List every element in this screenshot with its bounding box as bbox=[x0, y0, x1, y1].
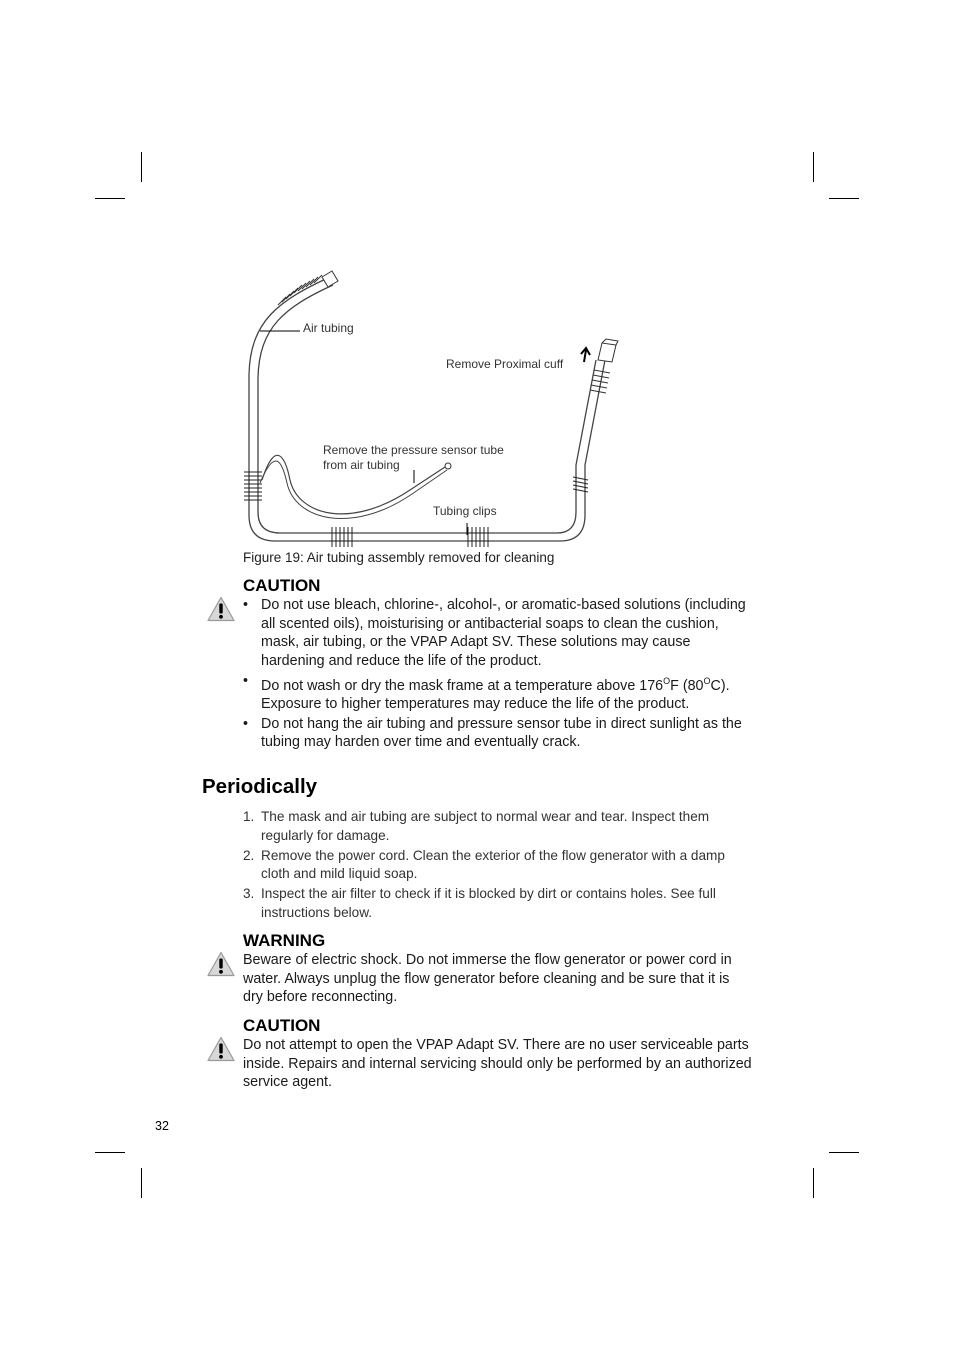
caution-text: Do not attempt to open the VPAP Adapt SV. There are no user serviceable parts inside. Repairs and internal servicing should only be performed by an authorized service agent. bbox=[243, 1037, 752, 1090]
caution-title: CAUTION bbox=[243, 576, 321, 595]
list-item bbox=[243, 847, 753, 884]
warning-triangle-icon bbox=[207, 596, 235, 622]
caution-temp-text-end: C). Exposure to higher temperatures may reduce the life of the product. bbox=[261, 677, 730, 712]
proximal-cuff-label: Remove Proximal cuff bbox=[446, 357, 564, 371]
warning-notice bbox=[243, 931, 753, 1007]
list-item: • Do not hang the air tubing and pressure sensor tube in direct sunlight as the tubing may harden over time and eventually crack. bbox=[243, 715, 742, 751]
pressure-sensor-label-line2: from air tubing bbox=[323, 458, 400, 472]
superscript-o: O bbox=[703, 675, 711, 686]
warning-text: Beware of electric shock. Do not immerse the flow generator or power cord in water. Always unplug the flow generator before cleaning and be sure that it is dry before reconnecting. bbox=[243, 952, 732, 1005]
caution-item-text: Do not use bleach, chlorine-, alcohol-, or aromatic-based solutions (including all scented oils), moisturising or antibacterial soaps to clean the cushion, mask, air tubing, or the VPAP Adapt SV. These solutions may cause hardening and reduce the life of the product. bbox=[261, 597, 746, 669]
superscript-o: O bbox=[663, 675, 671, 686]
crop-mark-top-left-v bbox=[141, 152, 142, 182]
caution-title: CAUTION bbox=[243, 1016, 321, 1035]
caution-temp-text-mid: F (80 bbox=[670, 677, 704, 694]
crop-mark-bottom-left-h bbox=[95, 1152, 125, 1153]
crop-mark-top-right-v bbox=[813, 152, 814, 182]
crop-mark-bottom-right-h bbox=[829, 1152, 859, 1153]
step-text: Remove the power cord. Clean the exterior of the flow generator with a damp cloth and mild liquid soap. bbox=[261, 847, 725, 881]
air-tubing-label: Air tubing bbox=[303, 321, 354, 335]
list-item bbox=[243, 885, 753, 922]
warning-title: WARNING bbox=[243, 931, 326, 950]
caution-item-text: Do not hang the air tubing and pressure sensor tube in direct sunlight as the tubing may harden over time and eventually crack. bbox=[261, 715, 742, 751]
tubing-clips-label: Tubing clips bbox=[433, 504, 497, 518]
crop-mark-bottom-right-v bbox=[813, 1168, 814, 1198]
periodic-steps-list bbox=[243, 808, 753, 924]
warning-triangle-icon bbox=[207, 1036, 235, 1062]
step-number: 1. bbox=[243, 809, 255, 824]
air-tubing-figure bbox=[240, 265, 640, 550]
step-text: Inspect the air filter to check if it is blocked by dirt or contains holes. See full instructions below. bbox=[261, 886, 716, 920]
caution-list bbox=[243, 596, 753, 752]
list-item: • Do not wash or dry the mask frame at a temperature above $176^OF$ $(80^OC)$. Exposure to higher temperatures may reduce the life of the product. bbox=[243, 672, 730, 712]
caution-temp-text-start: Do not wash or dry the mask frame at a temperature above 176 bbox=[261, 677, 664, 694]
caution-notice-2 bbox=[243, 1016, 753, 1092]
warning-triangle-icon bbox=[207, 951, 235, 977]
list-item: • Do not use bleach, chlorine-, alcohol-, or aromatic-based solutions (including all scented oils), moisturising or antibacterial soaps to clean the cushion, mask, air tubing, or the VPAP Adapt SV. These solutions may cause hardening and reduce the life of the product. bbox=[243, 597, 746, 669]
list-item bbox=[243, 808, 753, 845]
crop-mark-bottom-left-v bbox=[141, 1168, 142, 1198]
crop-mark-top-left-h bbox=[95, 198, 125, 199]
crop-mark-top-right-h bbox=[829, 198, 859, 199]
pressure-sensor-label-line1: Remove the pressure sensor tube bbox=[323, 443, 504, 457]
step-number: 2. bbox=[243, 847, 255, 863]
section-heading: Periodically bbox=[202, 775, 318, 798]
step-number: 3. bbox=[243, 886, 255, 901]
page-number: 32 bbox=[155, 1119, 169, 1133]
step-text: The mask and air tubing are subject to normal wear and tear. Inspect them regularly for damage. bbox=[261, 809, 710, 843]
caution-notice-1 bbox=[243, 576, 753, 753]
figure-caption: Figure 19: Air tubing assembly removed for cleaning bbox=[243, 550, 555, 565]
